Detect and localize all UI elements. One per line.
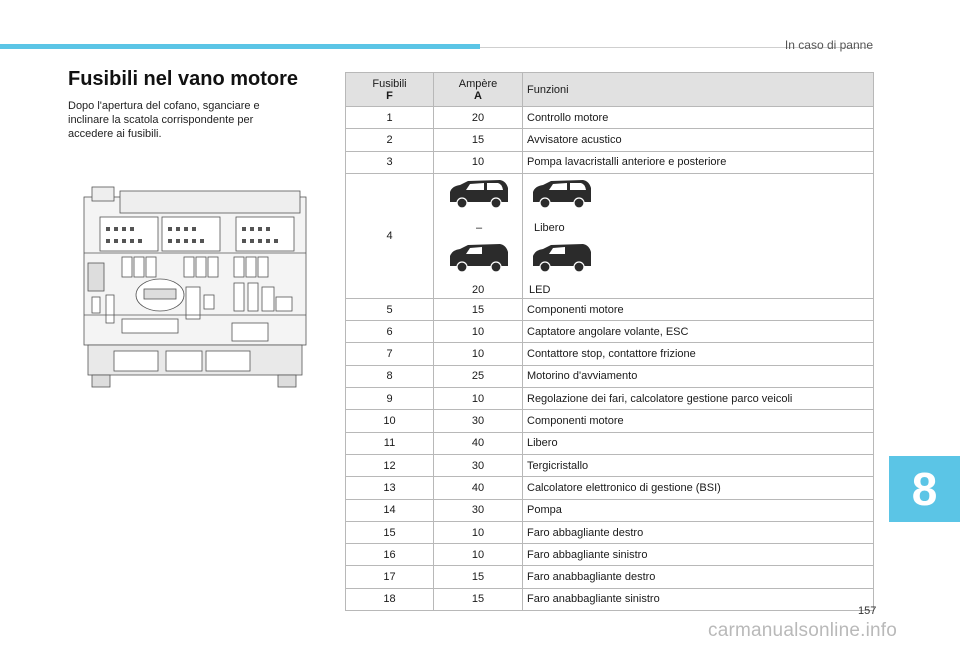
table-row [346,129,874,151]
intro-text: Dopo l'apertura del cofano, sganciare e inclinare la scatola corrispondente per accedere ai fusibili. [68,100,260,140]
function-text: Pompa [523,499,874,521]
page-number: 157 [858,605,877,617]
fuse-number: 10 [346,410,434,432]
fuse-number: 11 [346,432,434,454]
fuse-number: 4 [346,173,434,298]
function-text: Captatore angolare volante, ESC [523,321,874,343]
watermark: carmanualsonline.info [708,620,898,641]
function-text: Controllo motore [523,107,874,129]
function-text: Tergicristallo [523,454,874,476]
ampere-value: 10 [434,544,523,566]
ampere-value: 30 [434,499,523,521]
fuse-number: 13 [346,477,434,499]
table-row [346,321,874,343]
function-text: Regolazione dei fari, calcolatore gestione parco veicoli [523,388,874,410]
ampere-cell-vehicles [434,173,523,298]
ampere-value: 40 [434,477,523,499]
ampere-upper: – [476,221,483,234]
ampere-value: 20 [434,107,523,129]
function-upper: Libero [534,221,565,234]
table-row [346,544,874,566]
van-icon [446,178,512,210]
function-text: Contattore stop, contattore frizione [523,343,874,365]
ampere-value: 15 [434,566,523,588]
table-header-row [346,73,874,107]
table-row [346,388,874,410]
table-row [346,365,874,387]
function-text: Faro anabbagliante sinistro [523,588,874,610]
table-row [346,298,874,320]
function-text: Avvisatore acustico [523,129,874,151]
ampere-value: 15 [434,129,523,151]
function-text: Faro anabbagliante destro [523,566,874,588]
table-row [346,454,874,476]
panel-van-icon [529,242,595,274]
page-title: Fusibili nel vano motore [68,68,299,90]
table-row [346,521,874,543]
ampere-value: 25 [434,365,523,387]
ampere-value: 10 [434,388,523,410]
function-text: Faro abbagliante sinistro [523,544,874,566]
table-row [346,107,874,129]
table-row-special [346,173,874,298]
fuse-number: 2 [346,129,434,151]
ampere-value: 40 [434,432,523,454]
function-text: Calcolatore elettronico di gestione (BSI) [523,477,874,499]
table-row [346,151,874,173]
header-ampere: Ampère A [434,73,523,107]
table-row [346,477,874,499]
ampere-value: 30 [434,410,523,432]
ampere-value: 15 [434,298,523,320]
fuse-box-diagram [82,183,310,391]
function-text: Libero [523,432,874,454]
function-text: Componenti motore [523,298,874,320]
fuse-number: 1 [346,107,434,129]
chapter-tab: 8 [889,456,960,522]
function-text: Componenti motore [523,410,874,432]
function-text: Faro abbagliante destro [523,521,874,543]
fuse-number: 7 [346,343,434,365]
ampere-value: 10 [434,321,523,343]
ampere-lower: 20 [472,283,485,296]
van-icon [529,178,595,210]
fuse-table [345,72,874,611]
fuse-number: 17 [346,566,434,588]
fuse-number: 5 [346,298,434,320]
fuse-number: 15 [346,521,434,543]
fuse-number: 8 [346,365,434,387]
table-row [346,499,874,521]
fuse-number: 14 [346,499,434,521]
ampere-value: 15 [434,588,523,610]
table-row [346,566,874,588]
panel-van-icon [446,242,512,274]
function-text: Pompa lavacristalli anteriore e posteriore [523,151,874,173]
ampere-value: 10 [434,343,523,365]
table-row [346,343,874,365]
ampere-value: 30 [434,454,523,476]
table-row [346,432,874,454]
ampere-value: 10 [434,521,523,543]
header-funzioni: Funzioni [523,73,874,107]
function-text: Motorino d'avviamento [523,365,874,387]
fuse-number: 16 [346,544,434,566]
fuse-number: 9 [346,388,434,410]
function-lower: LED [529,283,551,296]
fuse-number: 18 [346,588,434,610]
header-fusibili: Fusibili F [346,73,434,107]
table-row [346,588,874,610]
section-title: In caso di panne [784,38,873,52]
fuse-number: 6 [346,321,434,343]
fuse-number: 3 [346,151,434,173]
fuse-number: 12 [346,454,434,476]
accent-bar [0,44,480,49]
ampere-value: 10 [434,151,523,173]
function-cell-vehicles [523,173,874,298]
table-row [346,410,874,432]
